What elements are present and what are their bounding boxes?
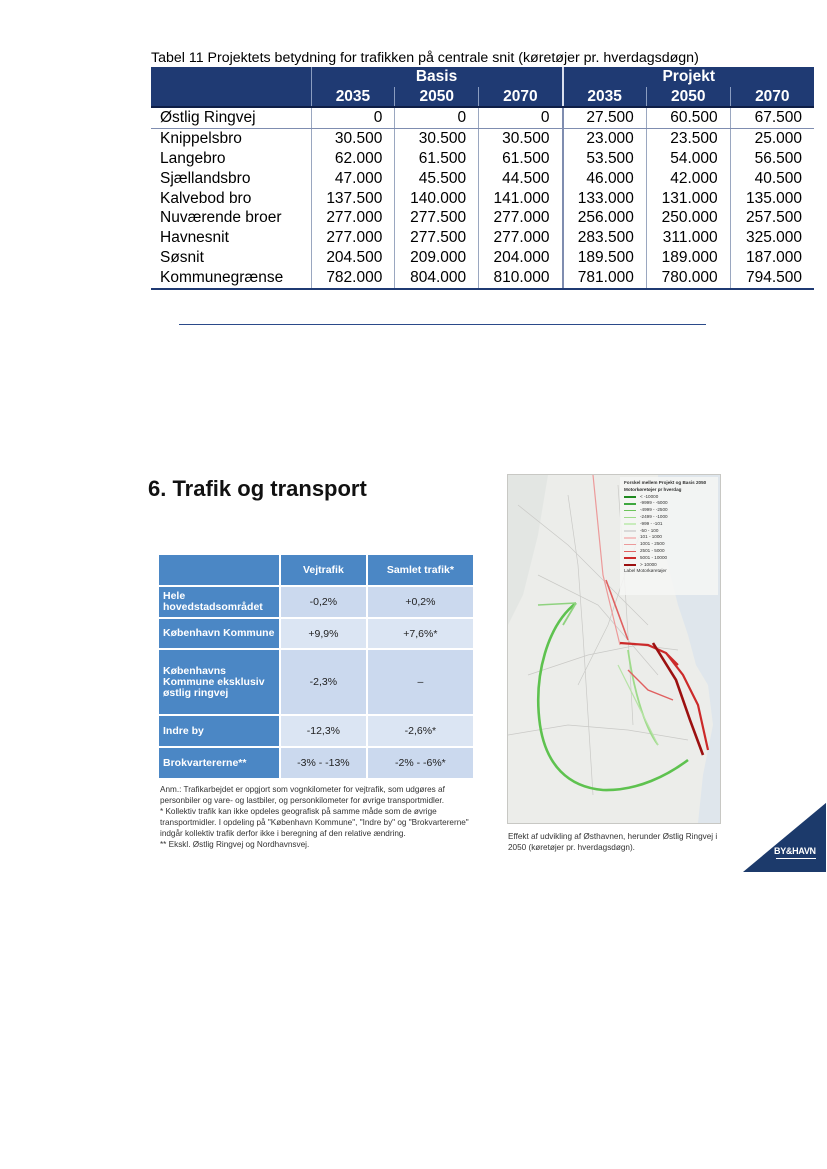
legend-label: -9999 - -5000 (640, 500, 668, 506)
row-label: Sjællandsbro (160, 169, 251, 187)
table-cell: 23.500 (646, 128, 730, 148)
table-cell: 67.500 (730, 107, 814, 128)
legend-label: -50 - 100 (640, 527, 659, 533)
table-cell: 209.000 (395, 248, 479, 268)
table-cell: 780.000 (646, 268, 730, 289)
traffic-change-table (157, 553, 475, 780)
header-blank (151, 67, 311, 87)
slide-title: 6. Trafik og transport (148, 476, 367, 501)
year-header: 2070 (730, 87, 814, 107)
legend-swatch (624, 537, 636, 539)
table-row (159, 748, 473, 778)
table-row (151, 228, 814, 248)
legend-label: 5001 - 10000 (640, 554, 668, 560)
table-cell: 46.000 (563, 169, 647, 189)
legend-label: < -10000 (640, 493, 659, 499)
legend-swatch (624, 523, 636, 525)
row-label: Knippelsbro (160, 129, 242, 147)
legend-swatch (624, 517, 636, 519)
legend-label: 101 - 1000 (640, 534, 662, 540)
table-cell: +9,9% (281, 619, 366, 648)
table-cell: 137.500 (311, 189, 395, 209)
table-cell: 189.000 (646, 248, 730, 268)
table-row (151, 149, 814, 169)
table-cell: 133.000 (563, 189, 647, 209)
table-cell: 140.000 (395, 189, 479, 209)
table-cell: 0 (479, 107, 563, 128)
legend-title: Forskel mellem Projekt og Basis 2050 (624, 480, 707, 485)
table-cell: -3% - -13% (281, 748, 366, 778)
table-cell: 42.000 (646, 169, 730, 189)
table-cell: -0,2% (281, 587, 366, 617)
legend-label: > 10000 (640, 561, 657, 567)
logo-shape (743, 802, 826, 872)
map-legend (624, 480, 719, 575)
row-label: København Kommune (159, 619, 279, 648)
table-notes (160, 784, 478, 850)
table-cell: 189.500 (563, 248, 647, 268)
table-cell: 256.000 (563, 208, 647, 228)
legend-swatch (624, 551, 636, 553)
table-cell: 62.000 (311, 149, 395, 169)
row-label: Søsnit (160, 249, 204, 267)
table-cell: -2% - -6%* (368, 748, 473, 778)
legend-label: -999 - -101 (640, 520, 663, 526)
table-cell: 60.500 (646, 107, 730, 128)
table-cell: 277.000 (479, 208, 563, 228)
year-header: 2035 (563, 87, 647, 107)
legend-item (624, 528, 719, 535)
table-cell: 40.500 (730, 169, 814, 189)
year-header: 2050 (395, 87, 479, 107)
table-cell: 25.000 (730, 128, 814, 148)
table-row (159, 619, 473, 648)
table-cell: 277.000 (479, 228, 563, 248)
table-cell: 131.000 (646, 189, 730, 209)
legend-item (624, 494, 719, 501)
table-cell: 47.000 (311, 169, 395, 189)
table-cell: 53.500 (563, 149, 647, 169)
table-cell: 204.500 (311, 248, 395, 268)
table-cell: 141.000 (479, 189, 563, 209)
byhavn-logo (743, 802, 826, 872)
table-cell: 0 (311, 107, 395, 128)
table-row (151, 128, 814, 148)
logo-text: BY&HAVN (774, 846, 816, 856)
table-row (151, 268, 814, 289)
table-cell: 257.500 (730, 208, 814, 228)
table-cell: 204.000 (479, 248, 563, 268)
table-cell: 61.500 (479, 149, 563, 169)
group-header-basis: Basis (311, 67, 562, 87)
table-cell: 804.000 (395, 268, 479, 289)
legend-swatch (624, 503, 636, 505)
table-cell: 311.000 (646, 228, 730, 248)
legend-label: -4999 - -2500 (640, 507, 668, 513)
year-header: 2050 (646, 87, 730, 107)
table-cell: 56.500 (730, 149, 814, 169)
table-cell: – (368, 650, 473, 714)
table-row (159, 716, 473, 746)
logo-wave (776, 858, 816, 859)
legend-footer: Label Motorkøretøjer (624, 568, 667, 574)
legend-item (624, 500, 719, 507)
table-cell: -2,6%* (368, 716, 473, 746)
table-row (159, 650, 473, 714)
row-label: Østlig Ringvej (151, 107, 311, 128)
row-label: Langebro (160, 149, 226, 167)
row-label: Havnesnit (160, 229, 229, 247)
row-label: Kalvebod bro (160, 189, 252, 207)
table-cell: 283.500 (563, 228, 647, 248)
table11-caption: Tabel 11 Projektets betydning for trafikken på centrale snit (køretøjer pr. hverdagsdøgn) (151, 50, 699, 66)
slide-image (140, 470, 826, 872)
table-cell: 45.500 (395, 169, 479, 189)
table-cell: 794.500 (730, 268, 814, 289)
legend-swatch (624, 496, 636, 498)
table-cell: 61.500 (395, 149, 479, 169)
legend-item (624, 562, 719, 569)
table-cell: 782.000 (311, 268, 395, 289)
row-label: Kommunegrænse (151, 268, 311, 289)
year-header: 2070 (479, 87, 563, 107)
legend-item (624, 548, 719, 555)
table-row (151, 248, 814, 268)
table-cell: 135.000 (730, 189, 814, 209)
legend-swatch (624, 530, 636, 532)
legend-item (624, 514, 719, 521)
col-header-vejtrafik: Vejtrafik (281, 555, 366, 585)
row-label: Nuværende broer (160, 209, 282, 227)
table-cell: 54.000 (646, 149, 730, 169)
year-header: 2035 (311, 87, 395, 107)
header-blank (159, 555, 279, 585)
traffic-map (507, 474, 721, 824)
legend-item (624, 521, 719, 528)
table-row (151, 208, 814, 228)
legend-swatch (624, 510, 636, 512)
table-row (159, 587, 473, 617)
note-kollektiv: * Kollektiv trafik kan ikke opdeles geografisk på samme måde som de øvrige transportmidler. I opdeling på "København Kommune", "Indre by" og "Brokvartererne" indgår kollektiv trafik derfor ikke i beregning af den relative ændring. (160, 807, 469, 838)
legend-label: 1001 - 2500 (640, 541, 665, 547)
table-cell: 277.500 (395, 228, 479, 248)
traffic-table (151, 67, 814, 290)
table-cell: 30.500 (395, 128, 479, 148)
table-cell: 277.500 (395, 208, 479, 228)
table-cell: 325.000 (730, 228, 814, 248)
year-header-blank (151, 87, 311, 107)
legend-swatch (624, 544, 636, 546)
table-cell: 277.000 (311, 228, 395, 248)
land-shade (508, 475, 548, 625)
table-cell: 44.500 (479, 169, 563, 189)
table-cell: 27.500 (563, 107, 647, 128)
legend-item (624, 555, 719, 562)
table-cell: 187.000 (730, 248, 814, 268)
table-row (151, 189, 814, 209)
row-label: Indre by (159, 716, 279, 746)
legend-label: -2499 - -1000 (640, 513, 668, 519)
legend-label: 2501 - 5000 (640, 547, 665, 553)
row-label: Brokvartererne** (159, 748, 279, 778)
table-row (151, 107, 814, 128)
legend-swatch (624, 564, 636, 566)
legend-item (624, 541, 719, 548)
table-cell: 810.000 (479, 268, 563, 289)
table-cell: 781.000 (563, 268, 647, 289)
note-anm: Anm.: Trafikarbejdet er opgjort som vognkilometer for vejtrafik, som udgøres af personbiler og vare- og lastbiler, og personkilometer for øvrige transportmidler. (160, 785, 445, 805)
group-header-projekt: Projekt (563, 67, 815, 87)
table-cell: 30.500 (479, 128, 563, 148)
note-ekskl: ** Ekskl. Østlig Ringvej og Nordhavnsvej. (160, 840, 310, 849)
col-header-samlet: Samlet trafik* (368, 555, 473, 585)
legend-item (624, 507, 719, 514)
table-cell: -2,3% (281, 650, 366, 714)
table-cell: 0 (395, 107, 479, 128)
row-label: Hele hovedstadsområdet (159, 587, 279, 617)
legend-subtitle: Motorkøretøjer pr hverdag (624, 486, 682, 492)
table-cell: -12,3% (281, 716, 366, 746)
legend-swatch (624, 557, 636, 559)
red-road-north (593, 475, 620, 645)
table-cell: 277.000 (311, 208, 395, 228)
map-caption: Effekt af udvikling af Østhavnen, herunder Østlig Ringvej i 2050 (køretøjer pr. hverdagsdøgn). (508, 832, 718, 852)
legend-item (624, 534, 719, 541)
table-cell: 23.000 (563, 128, 647, 148)
table-cell: 250.000 (646, 208, 730, 228)
table-cell: 30.500 (311, 128, 395, 148)
table-cell: +7,6%* (368, 619, 473, 648)
table-cell: +0,2% (368, 587, 473, 617)
divider-line (179, 324, 706, 325)
table-row (151, 169, 814, 189)
row-label: Københavns Kommune eksklusiv østlig ringvej (159, 650, 279, 714)
